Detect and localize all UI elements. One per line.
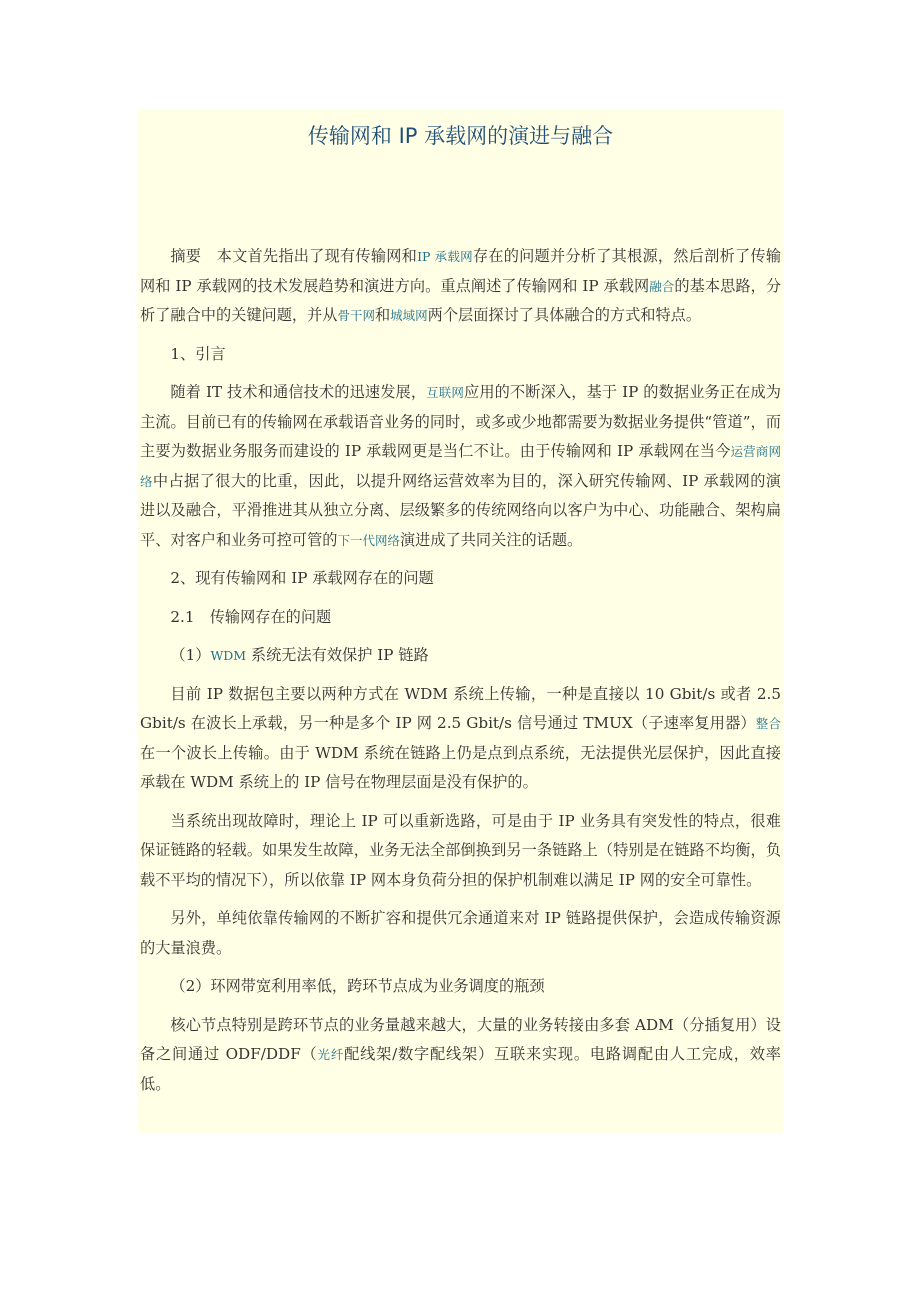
- abstract-paragraph: [140, 242, 781, 331]
- text-run: 演进成了共同关注的话题。: [399, 530, 583, 549]
- text-run: 目前 IP 数据包主要以两种方式在 WDM 系统上传输，一种是直接以 10 Gbit/s 或者 2.5 Gbit/s 在波长上承载，另一种是多个 IP 网 2.5 Gbit/s 信号通过 TMUX（子速率复用器）: [140, 684, 781, 732]
- document-title: 传输网和 IP 承载网的演进与融合: [307, 124, 614, 148]
- text-run: 摘要 本文首先指出了现有传输网和: [170, 247, 418, 265]
- text-run: 核心节点特别是跨环节点的业务量越来越大，大量的业务转接由多套 ADM（分插复用）设备之间通过 ODF/DDF（: [140, 1015, 781, 1063]
- text-run: （1）: [170, 646, 211, 664]
- text-run: 的基本思路，分析了融合中的关键问题，并从: [140, 276, 781, 324]
- link-ngn[interactable]: 下一代网络: [337, 532, 400, 548]
- ring-paragraph: [140, 1011, 781, 1100]
- subsection-heading-transport: 2.1 传输网存在的问题: [170, 607, 332, 626]
- text-run: 存在的问题并分析了其根源，然后剖析了传输网和 IP 承载网的技术发展趋势和演进方向。重点阐述了传输网和 IP 承载网: [140, 247, 782, 295]
- link-operator-network[interactable]: 运营商网络: [140, 444, 781, 489]
- text-run: 和: [374, 306, 391, 324]
- link-convergence[interactable]: 融合: [649, 278, 675, 294]
- subsubsection-heading-ring: （2）环网带宽利用率低，跨环节点成为业务调度的瓶颈: [170, 977, 545, 995]
- text-run: 配线架/数字配线架）互联来实现。电路调配由人工完成，效率低。: [140, 1045, 781, 1093]
- link-backbone[interactable]: 骨干网: [337, 308, 375, 323]
- link-metro[interactable]: 城域网: [390, 308, 428, 323]
- link-ip-network[interactable]: IP 承载网: [417, 249, 473, 264]
- redundancy-paragraph: 另外，单纯依靠传输网的不断扩容和提供冗余通道来对 IP 链路提供保护，会造成传输资源的大量浪费。: [140, 909, 781, 957]
- text-run: 两个层面探讨了具体融合的方式和特点。: [427, 306, 702, 324]
- link-integration[interactable]: 整合: [755, 716, 781, 731]
- failure-paragraph: 当系统出现故障时，理论上 IP 可以重新选路，可是由于 IP 业务具有突发性的特点，很难保证链路的轻载。如果发生故障，业务无法全部倒换到另一条链路上（特别是在链路不均衡，负载不平均的情况下），所以依靠 IP 网本身负荷分担的保护机制难以满足 IP 网的安全可靠性。: [140, 811, 781, 889]
- document-body: [140, 242, 781, 1108]
- text-run: 系统无法有效保护 IP 链路: [246, 646, 429, 664]
- text-run: 在一个波长上传输。由于 WDM 系统在链路上仍是点到点系统，无法提供光层保护，因此直接承载在 WDM 系统上的 IP 信号在物理层面是没有保护的。: [140, 743, 781, 791]
- intro-paragraph: [140, 378, 781, 555]
- wdm-paragraph: [140, 680, 781, 798]
- link-fiber[interactable]: 光纤: [317, 1047, 345, 1062]
- subsubsection-heading-wdm: [140, 641, 781, 671]
- text-run: 中占据了很大的比重，因此，以提升网络运营效率为目的，深入研究传输网、IP 承载网的演进以及融合，平滑推进其从独立分离、层级繁多的传统网络向以客户为中心、功能融合、架构扁平、对客户和业务可控可管的: [140, 471, 781, 549]
- text-run: 随着 IT 技术和通信技术的迅速发展，: [170, 383, 427, 401]
- section-heading-intro: 1、引言: [170, 344, 226, 363]
- link-wdm[interactable]: WDM: [210, 648, 247, 663]
- section-heading-problems: 2、现有传输网和 IP 承载网存在的问题: [170, 569, 434, 587]
- text-run: 应用的不断深入，基于 IP 的数据业务正在成为主流。目前已有的传输网在承载语音业务的同时，或多或少地都需要为数据业务提供“管道”，而主要为数据业务服务而建设的 IP 承载网更是当仁不让。由于传输网和 IP 承载网在当今: [140, 383, 781, 460]
- link-internet[interactable]: 互联网: [426, 385, 465, 400]
